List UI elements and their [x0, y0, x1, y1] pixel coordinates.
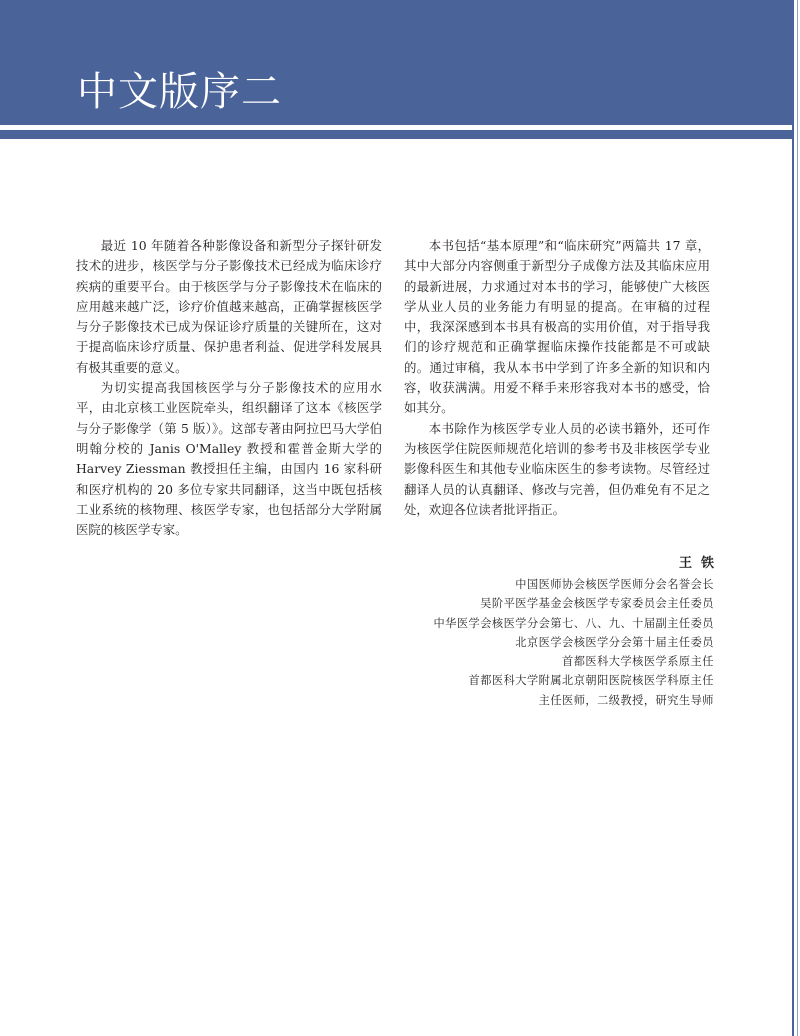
author-title: 首都医科大学附属北京朝阳医院核医学科原主任	[468, 674, 714, 688]
paragraph-4: 本书除作为核医学专业人员的必读书籍外，还可作为核医学住院医师规范化培训的参考书及非核医学专业影像科医生和其他专业临床医生的参考读物。尽管经过翻译人员的认真翻译、修改与完善，但仍难免有不足之处，欢迎各位读者批评指正。	[404, 420, 710, 517]
author-title: 中华医学会核医学分会第七、八、九、十届副主任委员	[433, 616, 714, 630]
signature-block	[433, 553, 723, 710]
page-edge-bar	[792, 0, 794, 1036]
paragraph-2: 为切实提高我国核医学与分子影像技术的应用水平，由北京核工业医院牵头，组织翻译了这本《核医学与分子影像学（第 5 版）》。这部专著由阿拉巴马大学伯明翰分校的 Janis O'Malley 教授和霍普金斯大学的 Harvey Ziessman 教授担任主编，由国内 16 家科研和医疗机构的 20 多位专家共同翻译，这当中既包括核工业系统的核物理、核医学专家，也包括部分大学附属医院的核医学专家。	[76, 380, 382, 538]
page-edge-line	[797, 0, 798, 1036]
body-left-column	[76, 236, 382, 540]
body-right-column	[404, 236, 710, 520]
author-title: 北京医学会核医学分会第十届主任委员	[515, 635, 714, 649]
author-title: 主任医师，二级教授，研究生导师	[538, 693, 714, 707]
paragraph-1: 最近 10 年随着各种影像设备和新型分子探针研发技术的进步，核医学与分子影像技术已经成为临床诊疗疾病的重要平台。由于核医学与分子影像技术在临床的应用越来越广泛，诊疗价值越来越高，正确掌握核医学与分子影像技术已成为保证诊疗质量的关键所在，这对于提高临床诊疗质量、保护患者利益、促进学科发展具有极其重要的意义。	[76, 238, 382, 375]
paragraph-3: 本书包括“基本原理”和“临床研究”两篇共 17 章，其中大部分内容侧重于新型分子成像方法及其临床应用的最新进展，力求通过对本书的学习，能够使广大核医学从业人员的业务能力有明显的提高。在审稿的过程中，我深深感到本书具有极高的实用价值，对于指导我们的诊疗规范和正确掌握临床操作技能都是不可或缺的。通过审稿，我从本书中学到了许多全新的知识和内容，收获满满。用爱不释手来形容我对本书的感受，恰如其分。	[404, 238, 710, 416]
header-band	[0, 0, 792, 125]
header-divider	[0, 130, 792, 139]
page-title: 中文版序二	[77, 69, 282, 115]
author-title: 吴阶平医学基金会核医学专家委员会主任委员	[480, 597, 714, 611]
author-title: 首都医科大学核医学系原主任	[562, 655, 714, 669]
author-title: 中国医师协会核医学医师分会名誉会长	[515, 578, 714, 591]
author-name: 王铁	[678, 556, 723, 571]
